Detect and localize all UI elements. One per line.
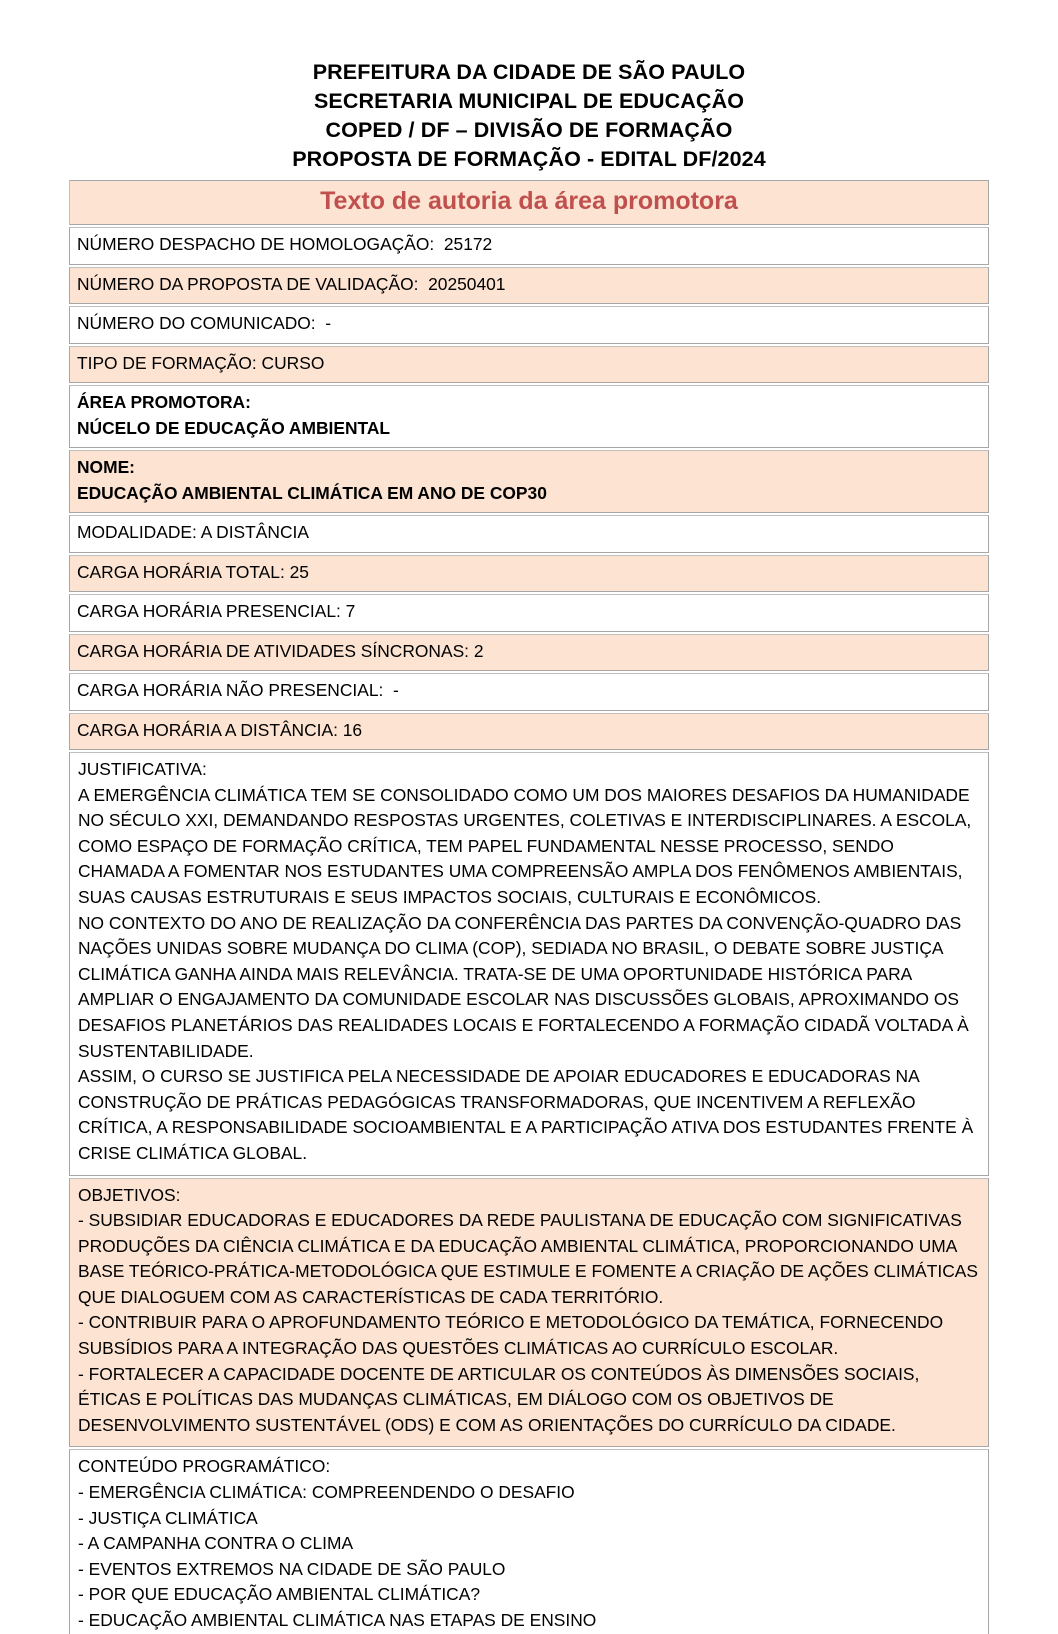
row-line: CARGA HORÁRIA A DISTÂNCIA: 16 <box>77 719 363 740</box>
row-line: OBJETIVOS: <box>78 1184 181 1205</box>
table-row-numero-despacho-homologacao <box>69 227 989 265</box>
proposal-form-table <box>69 180 989 1634</box>
table-row-area-promotora <box>69 385 989 448</box>
row-line: CONTEÚDO PROGRAMÁTICO: <box>78 1456 331 1477</box>
row-line: TIPO DE FORMAÇÃO: CURSO <box>77 352 325 373</box>
row-line: - CONTRIBUIR PARA O APROFUNDAMENTO TEÓRICO E METODOLÓGICO DA TEMÁTICA, FORNECENDO SUBSÍDIOS PARA A INTEGRAÇÃO DAS QUESTÕES CLIMÁTICAS AO CURRÍCULO ESCOLAR. <box>78 1312 948 1359</box>
banner-title: Texto de autoria da área promotora <box>320 187 738 215</box>
table-row-carga-horaria-total <box>69 555 989 593</box>
table-row-conteudo-programatico <box>69 1449 989 1633</box>
table-row-numero-comunicado <box>69 306 989 344</box>
table-row-carga-horaria-presencial <box>69 594 989 632</box>
table-row-carga-horaria-atividades-sincronas <box>69 634 989 672</box>
table-row-numero-proposta-validacao <box>69 267 989 305</box>
banner-authorship <box>69 180 989 225</box>
row-line: NO CONTEXTO DO ANO DE REALIZAÇÃO DA CONFERÊNCIA DAS PARTES DA CONVENÇÃO-QUADRO DAS NAÇÕES UNIDAS SOBRE MUDANÇA DO CLIMA (COP), SEDIADA NO BRASIL, O DEBATE SOBRE JUSTIÇA CLIMÁTICA GANHA AINDA MAIS RELEVÂNCIA. TRATA-SE DE UMA OPORTUNIDADE HISTÓRICA PARA AMPLIAR O ENGAJAMENTO DA COMUNIDADE ESCOLAR NAS DISCUSSÕES GLOBAIS, APROXIMANDO OS DESAFIOS PLANETÁRIOS DAS REALIDADES LOCAIS E FORTALECENDO A FORMAÇÃO CIDADÃ VOLTADA À SUSTENTABILIDADE. <box>78 912 974 1061</box>
row-line: CARGA HORÁRIA NÃO PRESENCIAL: - <box>77 680 399 700</box>
row-line: NÚMERO DA PROPOSTA DE VALIDAÇÃO: 20250401 <box>77 273 506 294</box>
row-line: - A CAMPANHA CONTRA O CLIMA <box>78 1533 354 1554</box>
row-line: - EMERGÊNCIA CLIMÁTICA: COMPREENDENDO O DESAFIO <box>78 1482 575 1503</box>
heading-line-4: PROPOSTA DE FORMAÇÃO - EDITAL DF/2024 <box>292 147 766 171</box>
row-line: EDUCAÇÃO AMBIENTAL CLIMÁTICA EM ANO DE COP30 <box>77 482 547 503</box>
heading-line-3: COPED / DF – DIVISÃO DE FORMAÇÃO <box>325 118 733 142</box>
row-line: ASSIM, O CURSO SE JUSTIFICA PELA NECESSIDADE DE APOIAR EDUCADORES E EDUCADORAS NA CONSTRUÇÃO DE PRÁTICAS PEDAGÓGICAS TRANSFORMADORAS, QUE INCENTIVEM A REFLEXÃO CRÍTICA, A RESPONSABILIDADE SOCIOAMBIENTAL E A PARTICIPAÇÃO ATIVA DOS ESTUDANTES FRENTE À CRISE CLIMÁTICA GLOBAL. <box>78 1066 979 1163</box>
row-line: CARGA HORÁRIA TOTAL: 25 <box>77 561 309 582</box>
row-line: - EDUCAÇÃO AMBIENTAL CLIMÁTICA NAS ETAPAS DE ENSINO <box>78 1610 597 1630</box>
row-line: - FORTALECER A CAPACIDADE DOCENTE DE ARTICULAR OS CONTEÚDOS ÀS DIMENSÕES SOCIAIS, ÉTICAS E POLÍTICAS DAS MUDANÇAS CLIMÁTICAS, EM DIÁLOGO COM OS OBJETIVOS DE DESENVOLVIMENTO SUSTENTÁVEL (ODS) E COM AS ORIENTAÇÕES DO CURRÍCULO DA CIDADE. <box>78 1363 925 1435</box>
row-line: CARGA HORÁRIA DE ATIVIDADES SÍNCRONAS: 2 <box>77 640 484 661</box>
table-row-carga-horaria-nao-presencial <box>69 673 989 711</box>
row-line: - POR QUE EDUCAÇÃO AMBIENTAL CLIMÁTICA? <box>78 1584 480 1605</box>
table-row-carga-horaria-a-distancia <box>69 713 989 751</box>
row-line: A EMERGÊNCIA CLIMÁTICA TEM SE CONSOLIDADO COMO UM DOS MAIORES DESAFIOS DA HUMANIDADE NO SÉCULO XXI, DEMANDANDO RESPOSTAS URGENTES, COLETIVAS E INTERDISCIPLINARES. A ESCOLA, COMO ESPAÇO DE FORMAÇÃO CRÍTICA, TEM PAPEL FUNDAMENTAL NESSE PROCESSO, SENDO CHAMADA A FOMENTAR NOS ESTUDANTES UMA COMPREENSÃO AMPLA DOS FENÔMENOS AMBIENTAIS, SUAS CAUSAS ESTRUTURAIS E SEUS IMPACTOS SOCIAIS, CULTURAIS E ECONÔMICOS. <box>78 784 977 907</box>
row-line: - EVENTOS EXTREMOS NA CIDADE DE SÃO PAULO <box>78 1558 506 1579</box>
table-row-objetivos <box>69 1178 989 1448</box>
row-line: NOME: <box>77 457 135 477</box>
row-line: NÚMERO DO COMUNICADO: - <box>77 313 332 333</box>
row-line: - JUSTIÇA CLIMÁTICA <box>78 1507 258 1528</box>
table-row-modalidade <box>69 515 989 553</box>
document-heading <box>0 58 1058 174</box>
row-line: NÚMERO DESPACHO DE HOMOLOGAÇÃO: 25172 <box>77 234 493 254</box>
row-line: MODALIDADE: A DISTÂNCIA <box>77 522 309 542</box>
row-line: JUSTIFICATIVA: <box>78 759 207 779</box>
table-row-justificativa <box>69 752 989 1176</box>
row-line: NÚCELO DE EDUCAÇÃO AMBIENTAL <box>77 417 391 438</box>
heading-line-2: SECRETARIA MUNICIPAL DE EDUCAÇÃO <box>313 89 745 113</box>
form-rows-container <box>69 227 989 1634</box>
row-line: ÁREA PROMOTORA: <box>77 392 251 412</box>
heading-line-1: PREFEITURA DA CIDADE DE SÃO PAULO <box>312 60 746 84</box>
table-row-nome <box>69 450 989 513</box>
table-row-tipo-de-formacao <box>69 346 989 384</box>
row-line: - SUBSIDIAR EDUCADORAS E EDUCADORES DA REDE PAULISTANA DE EDUCAÇÃO COM SIGNIFICATIVAS PRODUÇÕES DA CIÊNCIA CLIMÁTICA E DA EDUCAÇÃO AMBIENTAL CLIMÁTICA, PROPORCIONANDO UMA BASE TEÓRICO-PRÁTICA-METODOLÓGICA QUE ESTIMULE E FOMENTE A CRIAÇÃO DE AÇÕES CLIMÁTICAS QUE DIALOGUEM COM AS CARACTERÍSTICAS DE CADA TERRITÓRIO. <box>78 1210 983 1307</box>
row-line: CARGA HORÁRIA PRESENCIAL: 7 <box>77 601 356 621</box>
